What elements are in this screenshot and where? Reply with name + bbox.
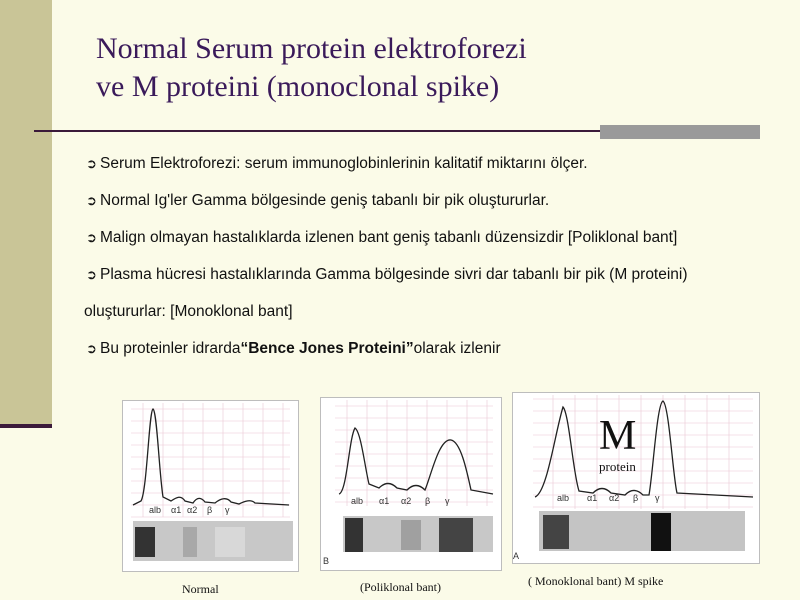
- bullet-item: [86, 263, 766, 300]
- zone-label: β: [207, 505, 213, 515]
- arrow-icon: ➲: [86, 341, 97, 356]
- left-decor-line: [0, 424, 52, 428]
- zone-label: alb: [149, 505, 162, 515]
- bullet-item: [86, 152, 766, 189]
- figure-polyclonal: [320, 397, 502, 571]
- arrow-icon: ➲: [86, 267, 97, 282]
- caption-normal: Normal: [182, 582, 219, 596]
- zone-label: β: [425, 496, 431, 506]
- left-decor-bar: [0, 0, 52, 428]
- bullet-text: Serum Elektroforezi: serum immunoglobinlerinin kalitatif miktarını ölçer.: [100, 155, 588, 172]
- bullet-item: [86, 189, 766, 226]
- m-protein-sublabel: protein: [599, 459, 636, 474]
- bullet-text: Plasma hücresi hastalıklarında Gamma bölgesinde sivri dar tabanlı bir pik (M proteini): [100, 266, 688, 283]
- zone-label: alb: [557, 493, 570, 503]
- zone-label: γ: [225, 505, 230, 515]
- normal-electrophoresis-graphic: [123, 401, 298, 571]
- figure-monoclonal: [512, 392, 760, 564]
- bullet-continuation: [84, 300, 766, 337]
- panel-letter-b: B: [323, 556, 330, 566]
- zone-label: α1: [379, 496, 390, 506]
- zone-label: α2: [187, 505, 198, 515]
- zone-label: α1: [171, 505, 182, 515]
- slide-title: [96, 30, 527, 106]
- title-line-2: ve M proteini (monoclonal spike): [96, 70, 500, 103]
- title-line-1: Normal Serum protein elektroforezi: [96, 32, 527, 65]
- bullet-text: Normal Ig'ler Gamma bölgesinde geniş tabanlı bir pik oluştururlar.: [100, 192, 550, 209]
- bullet-text-post: olarak izlenir: [413, 340, 501, 357]
- bullet-item: [86, 337, 766, 374]
- zone-label: alb: [351, 496, 364, 506]
- polyclonal-electrophoresis-graphic: [321, 398, 501, 570]
- arrow-icon: ➲: [86, 156, 97, 171]
- caption-polyclonal: (Poliklonal bant): [360, 580, 441, 594]
- zone-label: α1: [587, 493, 598, 503]
- zone-label: β: [633, 493, 639, 503]
- caption-monoclonal: ( Monoklonal bant) M spike: [528, 574, 664, 588]
- bullet-text-pre: Bu proteinler idrarda: [100, 340, 241, 357]
- arrow-icon: ➲: [86, 193, 97, 208]
- arrow-icon: ➲: [86, 230, 97, 245]
- zone-label: α2: [401, 496, 412, 506]
- m-protein-label: M: [599, 413, 637, 459]
- bullet-item: [86, 226, 766, 263]
- panel-letter-a: A: [513, 551, 520, 561]
- bullet-text: Malign olmayan hastalıklarda izlenen bant geniş tabanlı düzensizdir [Poliklonal bant]: [100, 229, 678, 246]
- zone-label: α2: [609, 493, 620, 503]
- bullet-text: oluştururlar: [Monoklonal bant]: [84, 303, 293, 320]
- zone-label: γ: [655, 493, 660, 503]
- title-divider-block: [600, 125, 760, 139]
- figure-normal: [122, 400, 299, 572]
- bullet-text-bold: “Bence Jones Proteini”: [240, 340, 414, 357]
- bullet-list: [86, 152, 766, 374]
- zone-label: γ: [445, 496, 450, 506]
- title-divider: [34, 130, 600, 132]
